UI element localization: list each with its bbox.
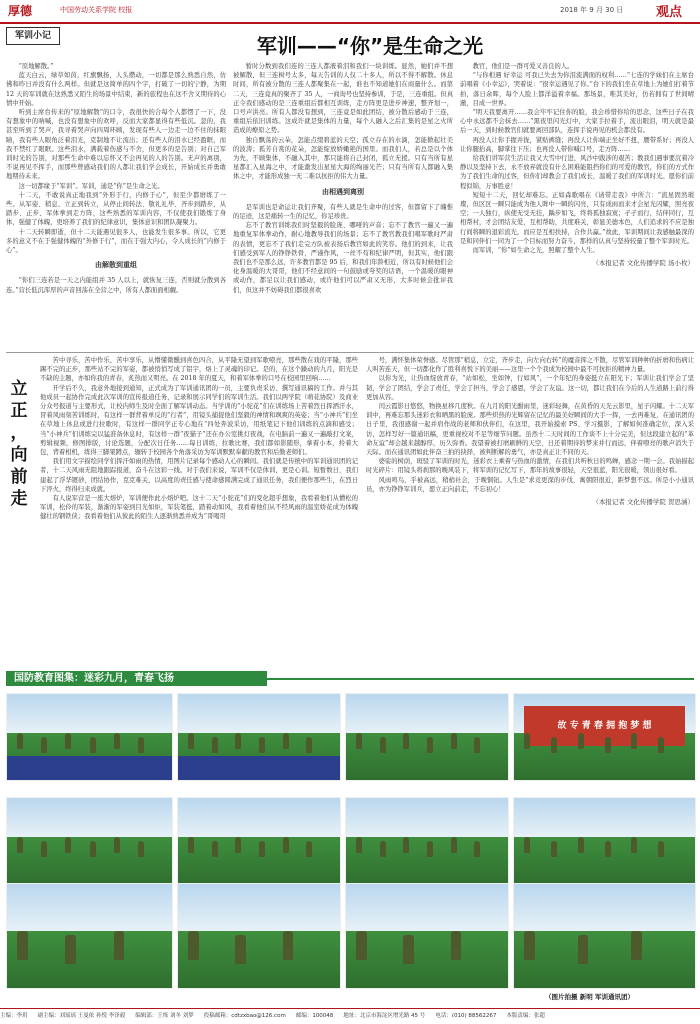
soldier-figure	[427, 841, 433, 857]
soldier-figure	[65, 837, 71, 853]
paragraph: 开学后不久，我意外地接到通知，正式成为了军训通讯团的一员，主要负责采访、撰写通讯稿的工作。并与其他成员一起协作完成此次军训的宣传报道任务，记录和展示同学们的军训生活。我们以两学院（萌花协院）及商业分众号报道与主要形式，让校内师生及时全面了解军训动态。当学训的“小驼花”们在训练场上苦着烈日挥洒汗水，冒着风雨刻苦训练时，有这样一群背着单反的“行者”，用镜头捕捉他们坚毅的神情和飒爽的英姿；当“小神兵”们坐在草地上休息或进行拉歌时，有这样一群同学正专心地在“四处奔波采访，用纸笔记下他们训练的点滴和感受；当“小神兵”们训练完以猛准备休息时，有这样一群“夜猫子”还在办公室挑灯夜战，在电脑前一遍又一遍敲打文案，剪辑视频，修图排版，讨论选题，分配次日任务……每日训练，拉歌比赛，我们都如影随形，拿着小本，拎着大包，背着相机，练得三脚架蹲点，辗转于校园各个角落采访为军训默默奉献的教官和后勤老师们。	[40, 384, 358, 457]
paragraph: 给我们讲军营生活让我又大雪中行进，风沙中跋涉的艰苦；教我们遇事要沉着冷静以及坚持下去，永不放弃就没有什么困难能阻挡你们的可爱的教官，你们的方式作为了我们生命的过客，但你们却教会了我们成长，温暖了我们的军训时光。愿你们前程似锦，万事胜意！	[460, 155, 694, 190]
vertical-title-char: 前	[10, 467, 28, 487]
issue-date: 2018 年 9 月 30 日	[560, 6, 624, 14]
headline: 军训——“你”是生命之光	[256, 34, 484, 58]
soldier-figure	[41, 841, 47, 857]
soldier-figure	[283, 837, 289, 853]
soldier-figure	[259, 737, 265, 753]
soldier-figure	[551, 737, 557, 753]
photo-caption: （图片拍摄 新明 军训通讯团）	[545, 993, 635, 1001]
vertical-title-char: 正	[10, 401, 28, 421]
canteen-photo	[345, 693, 509, 781]
byline: （本报记者 文化传播学院 汤小枚）	[592, 259, 694, 268]
soldier-figure	[427, 737, 433, 753]
field-photo-4	[513, 883, 696, 989]
paragraph: 以你为光，让热血绽放青春，“站如松，坐如钟，行如风”，一个年纪的身姿挺立在阳光下；军训让我们学会了坚韧，学会了团结，学会了责任，学会了担当，学会了感恩，学会了友谊。这一切，都让我们在今后的人生道路上前行得更加从容。	[366, 375, 694, 401]
soldier-figure	[306, 737, 312, 753]
school-name: 中国劳动关系学院 校报	[60, 6, 133, 14]
soldier-figure	[212, 841, 218, 857]
vertical-title-char: 向	[10, 445, 28, 465]
soldier-figure	[114, 733, 120, 749]
soldier-figure	[578, 935, 589, 964]
footer-item: 地址：北京市海淀区增光路 45 号	[343, 1013, 426, 1019]
paragraph: 忘不了教官训练我们时坚毅的脸庞、哪哑的声音；忘不了教官一遍又一遍地重复军体拳动作，耐心地教导我们的场景；忘不了教官教我们唱军歌时严肃的表情，更忘不了我们走完方队被表扬后教官如此的笑容。他们的到来，让我们感受到军人的铮铮铁骨，严谨作风，一丝不苟和纪律严明，但其实，他们跟我们也不是那么远，许多教官都是 95 后，和我们年龄相近，所以有时候他们会化身温暖的大哥哥，他们不经意间的一句鼓励或夸奖的话语，一个温暖的眼神或动作，都足以让我们感动，或许他们可以严肃又无形，大多时候会批评我们，但这并不妨碍我们都很喜欢	[233, 222, 453, 294]
soldier-figure	[17, 837, 23, 853]
section-divider	[6, 352, 694, 353]
paragraph: 暂时分数到我们连的三连人都液着泪和我们一块训练。显然，她们并不想被解散，但三连树号太多，每天告训的人仅二十多人，所以不得不解散。休息时间，所有被分散的三连人都聚集在一起，谁也不知道她们在商量什么。而第二天，三连竟真的聚齐了 35 人，一商询号也坚持参训，于是，三连重组。但真正令我们感动的是三连重组后都相互训练，走方阵更是进步神速，整齐划一，口号声洪亮。所有人都没有想到，三连竟是如此团结，被分散后感动于三连，重组后依旧训练。这成许就是集体的力量，每个人融入之后汇集的是星之火所造成的燎原之势。	[233, 63, 453, 135]
soldier-figure	[306, 841, 312, 857]
paragraph: 独自飘荡的云朵，怎能点缀碧蓝的天空；孤立存在的水滴，怎能掀起壮美的波涛；孤芳自赏的花朵，怎能绽放娇嫩艳的国里。而我们人，若总是以个体为先，不顾集体，不融入其中，那只能将自己封闭，孤立无援。只有当所有星星都汇入星海之中，才能激发出星星大海的绚丽光芒；只有当所有人都融入集体之中，才能形成独一无二难以抗拒的伟大力量。	[233, 136, 453, 181]
field-photo-1	[6, 883, 173, 989]
soldier-figure	[356, 837, 362, 853]
soldier-figure	[403, 733, 409, 749]
soldier-figure	[114, 931, 125, 960]
soldier-figure	[403, 837, 409, 853]
article1-column-2	[233, 62, 453, 352]
soldier-figure	[474, 737, 480, 753]
soldier-figure	[403, 935, 414, 964]
newspaper-logo: 厚德	[8, 4, 33, 18]
soldier-figure	[188, 837, 194, 853]
soldier-figure	[235, 733, 241, 749]
footer-item: 编辑部：王烁 刘冬 刘梦	[135, 1013, 194, 1019]
soldier-figure	[283, 931, 294, 960]
soldier-figure	[188, 931, 199, 960]
soldier-figure	[551, 841, 557, 857]
field-photo-3	[345, 883, 509, 989]
soldier-figure	[90, 737, 96, 753]
march-photo-2	[177, 797, 341, 885]
march-photo-3	[345, 797, 509, 885]
soldier-figure	[138, 841, 144, 857]
vertical-title-char: 立	[10, 379, 28, 399]
photo-section-banner: 国防教育图集：迷彩九月，青春飞扬	[6, 671, 267, 686]
soldier-figure	[605, 841, 611, 857]
article2-column-2	[366, 356, 694, 662]
soldier-figure	[17, 733, 23, 749]
paragraph: 再没人让你手握并拢，紧贴裤缝；再没人让你端正坐好不扭，腰带系好；再没人让你腿抬高，脚掌往下压；也再没人带你喊口号，走方阵……	[460, 136, 694, 153]
subheading: 由解散到重组	[95, 261, 137, 270]
vertical-title-char: ，	[10, 423, 28, 443]
soldier-figure	[451, 837, 457, 853]
soldier-figure	[524, 931, 535, 960]
soldier-figure	[356, 931, 367, 960]
paragraph: 十二天转瞬即逝，但十二天能遇见很多人，也能发生很多事。所以，它更多的意义不在于强健体魄的“外修于行”，而在于强大内心，令人成长的“内修于心”。	[6, 228, 226, 255]
paragraph: “原地解散。”	[18, 63, 54, 70]
soldier-figure	[578, 733, 584, 749]
soldier-figure	[380, 737, 386, 753]
banner-rule	[267, 678, 694, 680]
paragraph: 婆娑的树荫，斑驳了军训的时光，迷彩衣上乘着与热血的激情，在我们共听秋日的鸣蝉，感念一期一会。我始描起时光碎片：用镜头将刹那的晚风装下，将军训的记忆写下，那年的故事很轻，天空很蓝，阳光很暖，领出很好看。	[366, 458, 694, 475]
soldier-figure	[235, 837, 241, 853]
paragraph: 风雨鸣鸟，乎被高远，稍梢社会，于晚铜钮。人生是“求竞更深的步伐，寓朝阳很近，距梦想不远。所是小小通讯员，亦为铮铮军训兵，愿立正向前走，不忘初心！	[366, 476, 694, 493]
soldier-figure	[65, 733, 71, 749]
paragraph: 苦中寻乐，苦中作乐，苦中享乐，从懵懂微醺到喜色四合，从平隆无望到军歌嘹亮，那些散在戏的平隆，那些踢不完的正步，那些站不完的军姿，都被悄悄写成了铝字，烙上了灵魂的印记。是的，在这个躁动的九月，阳光是不缺的主题，亦如你我的青春，炙热而又明亮。在 2018 年的夏天，和着军体拳的口号在校园里回响……	[40, 357, 358, 383]
soldier-figure	[356, 733, 362, 749]
soldier-figure	[451, 733, 457, 749]
paragraph: 蓝天白云，绿草如茵，红旗飘扬，人头攒动，一切都是那么熟悉自然，仿佛和昨日并没有什么两样。但就是这简单的四个字，打破了一切的宁静，为期 12 天的军训就在这熟悉又陌生的场景中结束，新的旅程也在这不舍又期待的心情中开始。	[6, 72, 226, 107]
paragraph: 有人说军营是一座大熔炉，军训便作此小熔炉吧。这十二天“小驼花”们的变化超乎想象，我看着他们从懵松的军训，松伶的军装，渐渐的军姿到目光如炬，军装笔挺，踏着动如风，我看着他们从不经风雨的温室娇花成为体魄健壮的钢铁侠；我看着他们从彼此的陌生人逐渐熟悉并成为“哥喝哥	[40, 495, 358, 521]
soldier-figure	[524, 837, 530, 853]
subheading: 由相遇到离别	[322, 187, 364, 196]
paragraph: “与你相遇 好幸运 可我已失去为你泪流满面的权利……”七连的学妹们在主席台前唱着《小幸运》，哭着说：“很幸运遇见了你。”台下的我们坐在草地上为她们打着节拍，落日余晖，每个人脸上都洋溢着幸福。那场景，唯其美好，仿若拥有了世间晴澈，目成一世界。	[460, 72, 694, 107]
footer-item: 电话：(010) 88562267	[435, 1013, 497, 1019]
section-label: 观点	[656, 5, 683, 20]
soldier-figure	[380, 841, 386, 857]
soldier-figure	[212, 737, 218, 753]
footer	[0, 1008, 700, 1024]
footer-item: 邮编：100048	[295, 1013, 334, 1019]
march-photo-4	[513, 797, 696, 885]
paragraph: 闰云霞影日悠悠，物换星移几度秋。在九月的阳光酣雨里，迷彩轻舞，在黄昏的天光云影里，星子闪耀。十二天军训中，再难忘那头迷彩衣和晒黑的脸庞。那些炽热的光辉留在记忆的最美好瞬间的大手一挥，一去再难复，在通讯团的日子里，我很感谢一起并肩作战的老师和伙伴们，在这里，我开始摸索 PS、学习摄影，了解如何准确定位，深入采访，怎样写好一篇通讯稿，更重视校对不足等细节问题。虽然十二天时间的工作谈不上十分完美，但这段建立起的“革命友谊”却会越来越醇厚，历久弥香。我望着被打磨刷鲜的天空，日还着期待的梦来并行而远，伴着嘹亮的歌声消失于天际。而在通讯团如此伴奋三拍的抉择，被判断解的勇气，亦是真正让不同的天。	[366, 403, 694, 457]
article2-vertical-title	[8, 378, 30, 510]
paragraph: 而军训，“你”如生命之光，照耀了整个人生。	[472, 247, 599, 255]
soldier-figure	[631, 733, 637, 749]
paragraph: 教官，他们是一群可爱又善良的人。	[472, 63, 574, 70]
paragraph: 听到主席台传来的“原地解散”的口令，我很快的合每个人都愣了一下，没有想象中的呐喊，也没有想象中的欢呼，反而大家都显得有些低沉。忽的，我甚至听到了哭声，我寻着哭声向四周环顾，发现有些人一边走一边不住的抹眼睛，我有些人眼角泛着泪光，克制地不让流出；还有些人的泪水已经盈眶，而我不禁红了眼眶。这些泪水，满载着伤感与不舍，但更多的是告别；对自己军训时光的告别，对那些生命中难以忘怀又不会再见的人的告别。无声的离别，不说再见不挥手，而那些曾感动我们的人都让我们学会成长，开始成长并勇敢地期待未来。	[6, 109, 226, 181]
footer-item: 投稿邮箱：cdtzxbao@126.com	[203, 1013, 286, 1019]
soldier-figure	[65, 935, 76, 964]
paragraph: 这一切都缘于“军训”。军训，通是“你”是生命之光。	[18, 182, 164, 190]
article1-column-1	[6, 62, 226, 352]
soldier-figure	[474, 841, 480, 857]
march-photo-1	[6, 797, 173, 885]
soldier-figure	[41, 737, 47, 753]
paragraph: 我们用文字描绘同学们挥汗如雨的热情，用图片记录每个感动人心的瞬间。我们就是传统中的军训通讯团的记者，十二天风雨无阻地跟踪报道，奋斗在这彩一线。对于我们来说，军训不仅是体训，更是心训。短暂数日，我们建起了浮华镀砂，团结协作，克克难关，以高度的责任感与使命感圆满完成了通讯任务，我们便作那些生，在烈日下淬火，终得归来成就。	[40, 458, 358, 493]
soldier-figure	[114, 837, 120, 853]
soldier-figure	[283, 733, 289, 749]
vertical-title-char: 走	[10, 489, 28, 509]
soldier-figure	[451, 931, 462, 960]
soldier-figure	[259, 841, 265, 857]
paragraph: “你们三连若是一天之内能组并 35 人以上，就恢复三连，否则就分散到各连。”营长低沉浑厚的声音回荡在全营之中，所有人都面面相觑。	[6, 277, 226, 294]
paragraph: “明天我要离开……我会牢牢记住你的脸，我会珍惜你给的思念，这些日子在我心中永远都不会抹去……”黑夜里闪光灯中，大家手拉着手，流出眼泪，明天就是最后一天，到时候教官们就要离回部队，连挥手说再见的机会都没有。	[460, 109, 694, 135]
parade-flag-photo	[6, 693, 173, 781]
stage-banner-text: 故 专 青 春 拥 抱 梦 想	[524, 706, 685, 746]
paragraph: 是军训也是命运让我们齐聚，有些人就是生命中的过客，但都留下了魄惟的足迹，这是痛转一生的记忆，你足珍贵。	[233, 203, 453, 221]
paragraph: 十二天，不敢说真正地我到“外形于行，内修于心”，但至少都磨练了一些。从军姿、稍息、立正到转立，从停止间转法、敬礼礼毕、齐步到踏步，从踏步、正步、军体拳到走方阵，这些熟悉的军训内容，不仅使我们锻炼了身体，强健了体魄，更培养了我们的纪律意识，集体意识和团队凝聚力。	[6, 191, 226, 227]
field-photo-2	[177, 883, 341, 989]
soldier-figure	[658, 737, 664, 753]
stage-banner-photo	[513, 693, 696, 781]
byline: （本报记者 文化传播学院 贺思涵）	[592, 498, 694, 507]
soldier-figure	[605, 737, 611, 753]
article1-column-3	[460, 62, 694, 352]
soldier-figure	[658, 841, 664, 857]
paragraph: 号，满怀集体荣誉感。尽管那“稍息，立定，齐步走，向左向右转”的魔音挥之不散，尽管军训种种的折磨和伤病让人叫苦连天，但一切都化作了胜利喜悦下的美丽——这里一个个我成为校园中最不可抗拒的精神力量。	[366, 357, 694, 374]
review-photo	[177, 693, 341, 781]
soldier-figure	[578, 837, 584, 853]
soldier-figure	[631, 837, 637, 853]
soldier-figure	[138, 737, 144, 753]
paragraph: 短短十二天，回忆却难忘。正如森歌唱在《请带走我》中所言：“流星固然璀璨，但区区一瞬只能成为他人眸中一瞬的闪亮，只有成雨而来才会星光闪耀，照亮夜空；一人独行，纵使无受无挂，踽步如飞，终将孤独寂寞；孑孑而行，结伴同行，互相帮衬，才会团结友爱，互相帮助，共度难关，彰显美德本色，人们追求的不应是独行间将瞬的退彩流光，而应是互相扶持，合作共赢。”故此，军训期间让我感触最深的是和同伴们一同为了一个目标而努力奋斗，那样的认真与坚持较量了整个军训时光。	[460, 191, 694, 245]
soldier-figure	[235, 935, 246, 964]
soldier-figure	[524, 733, 530, 749]
footer-item: 副主编：刘瑶瑶 王曼依 孙悦 李泽毅	[37, 1013, 126, 1019]
soldier-figure	[90, 841, 96, 857]
footer-item: 主编：李玥	[0, 1013, 28, 1019]
soldier-figure	[17, 931, 28, 960]
footer-item: 本版责编：张超	[506, 1013, 545, 1019]
soldier-figure	[631, 931, 642, 960]
article2-column-1	[40, 356, 358, 662]
column-rubric: 军训小记	[6, 27, 60, 45]
soldier-figure	[188, 733, 194, 749]
masthead	[0, 0, 700, 24]
